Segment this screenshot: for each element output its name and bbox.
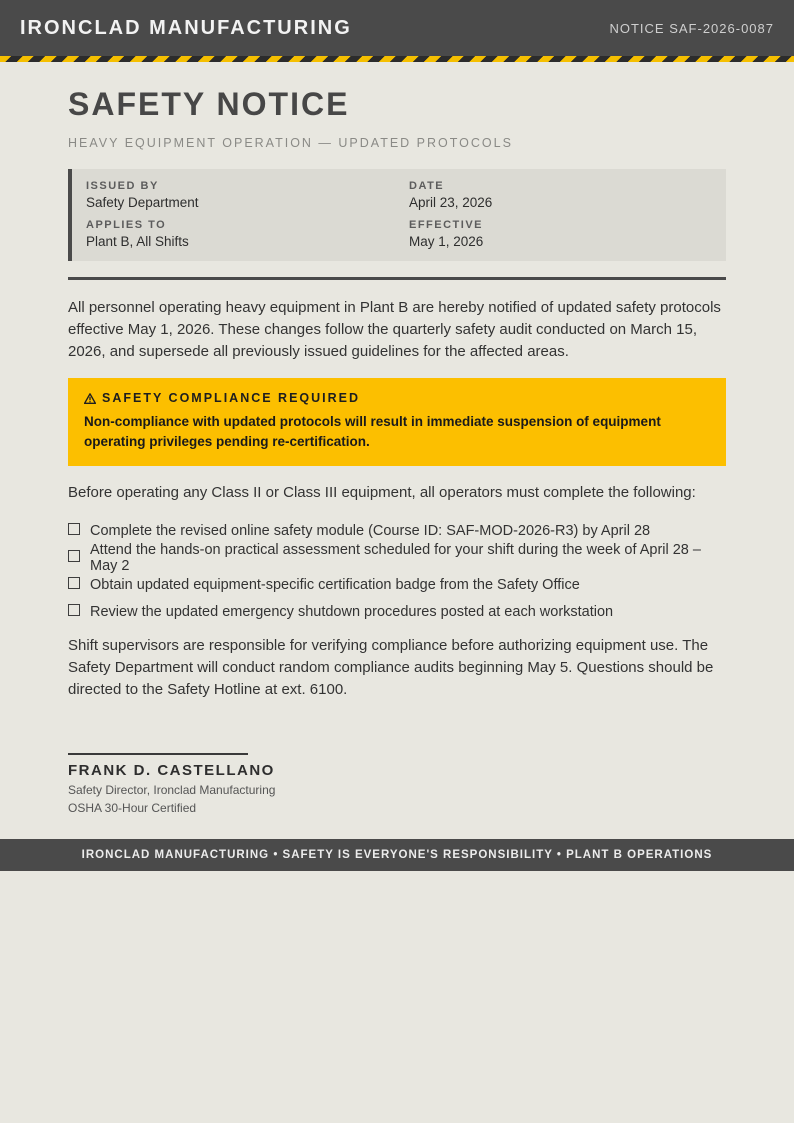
checklist-item[interactable] <box>68 541 726 574</box>
alert-body: Non-compliance with updated protocols will result in immediate suspension of equipment operating privileges pending re-certification. <box>84 414 661 449</box>
checklist-item-text: Review the updated emergency shutdown procedures posted at each workstation <box>90 603 614 620</box>
hazard-stripe <box>0 56 794 62</box>
meta-value: May 1, 2026 <box>409 234 484 249</box>
signature-line <box>68 753 248 755</box>
meta-applies-to <box>86 219 409 249</box>
page-footer <box>0 839 794 871</box>
compliance-alert <box>68 378 726 466</box>
alert-title-text: SAFETY COMPLIANCE REQUIRED <box>102 391 361 405</box>
signatory-name: FRANK D. CASTELLANO <box>68 762 275 779</box>
intro-paragraph: All personnel operating heavy equipment in Plant B are hereby notified of updated safety protocols effective May 1, 2026. These changes follow the quarterly safety audit conducted on March 15, 2026, and supersede all previously issued guidelines for the affected areas. <box>68 299 721 360</box>
meta-effective <box>409 219 712 249</box>
checklist-item-text: Obtain updated equipment-specific certification badge from the Safety Office <box>90 576 580 593</box>
meta-value: Plant B, All Shifts <box>86 234 189 249</box>
requirements-checklist <box>68 517 726 625</box>
meta-label: ISSUED BY <box>86 180 159 192</box>
signature-block <box>68 753 726 815</box>
company-name: IRONCLAD MANUFACTURING <box>20 16 352 39</box>
checklist-item[interactable] <box>68 517 726 544</box>
checkbox[interactable] <box>68 577 80 589</box>
signatory-certification: OSHA 30-Hour Certified <box>68 801 197 815</box>
meta-value: Safety Department <box>86 195 199 210</box>
closing-paragraph: Shift supervisors are responsible for verifying compliance before authorizing equipment use. The Safety Department will conduct random compliance audits beginning May 5. Questions should be directed to the Safety Hotline at ext. 6100. <box>68 637 714 698</box>
checklist-item-text: Attend the hands-on practical assessment scheduled for your shift during the week of April 28 – May 2 <box>90 541 701 574</box>
checklist-item[interactable] <box>68 571 726 598</box>
alert-title <box>84 391 710 405</box>
meta-label: EFFECTIVE <box>409 219 484 231</box>
main-content <box>0 86 794 815</box>
document-title: SAFETY NOTICE <box>68 86 350 122</box>
meta-label: DATE <box>409 180 445 192</box>
notice-id: NOTICE SAF-2026-0087 <box>609 20 774 36</box>
checkbox[interactable] <box>68 604 80 616</box>
warning-triangle-icon <box>84 393 96 404</box>
page-header <box>0 0 794 56</box>
section-divider <box>68 277 726 280</box>
footer-text: IRONCLAD MANUFACTURING • SAFETY IS EVERYONE'S RESPONSIBILITY • PLANT B OPERATIONS <box>81 849 713 861</box>
meta-label: APPLIES TO <box>86 219 167 231</box>
signatory-role: Safety Director, Ironclad Manufacturing <box>68 783 276 797</box>
checkbox[interactable] <box>68 523 80 535</box>
meta-issued-by <box>86 180 409 210</box>
notice-meta-box <box>68 169 726 261</box>
checklist-item-text: Complete the revised online safety module (Course ID: SAF-MOD-2026-R3) by April 28 <box>90 522 651 539</box>
checkbox[interactable] <box>68 550 80 562</box>
document-subtitle: HEAVY EQUIPMENT OPERATION — UPDATED PROTOCOLS <box>68 136 513 150</box>
meta-value: April 23, 2026 <box>409 195 493 210</box>
checklist-intro: Before operating any Class II or Class III equipment, all operators must complete the following: <box>68 484 696 501</box>
meta-date <box>409 180 712 210</box>
checklist-item[interactable] <box>68 598 726 625</box>
